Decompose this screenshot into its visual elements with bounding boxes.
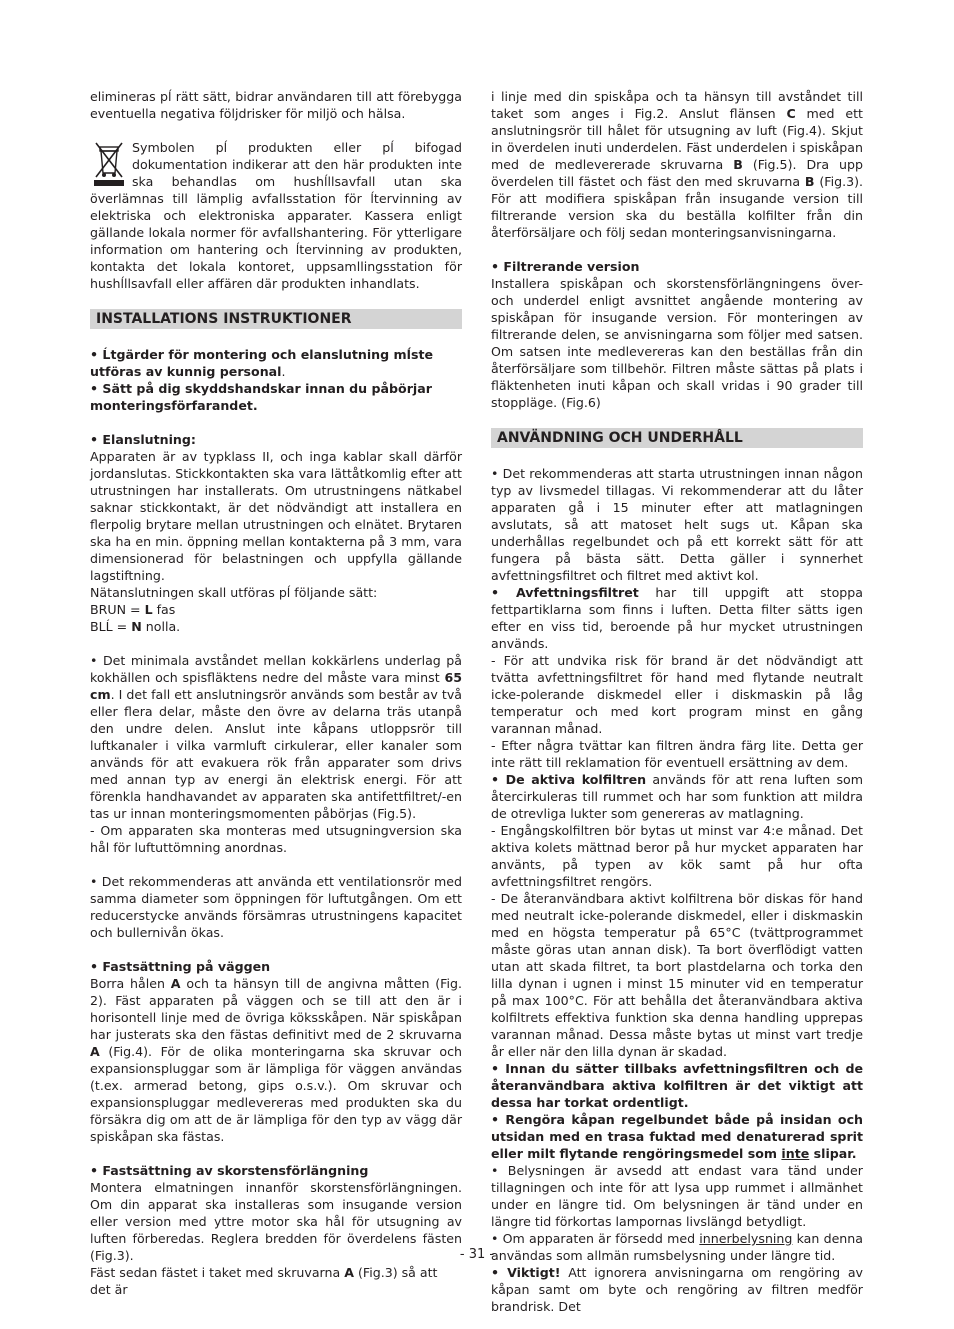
- cont-code-b2: B: [804, 174, 815, 189]
- belysning-paragraph: • Belysningen är avsedd att endast vara tänd under tillagningen och inte för att lysa upp rummet i allmänhet under en längre tid. Om belysningen är tänd under en längre tid förkortas lampornas livslängd betydligt.: [491, 1163, 863, 1229]
- weee-bin-icon: [92, 141, 126, 187]
- bla-code: N: [131, 619, 142, 634]
- brun-line: [90, 601, 462, 618]
- filtrerande-paragraph: Installera spiskåpan och skorstensförlängningens över- och underdel enligt avsnittet angående montering av spiskåpan för insugande version. För monteringen av filtrerande delen, se anvisningarna som följer med satsen. Om satsen inte medlevereras kan den beställas från din återförsäljare som tillbehör. Filtren måste sättas på plats i fläktenheten inuti kåpan och skall vridas i 90 grader till stoppläge. (Fig.6): [491, 276, 863, 410]
- note-atgarder-bold: • Ĺtgärder för montering och elanslutning mĺste utföras av kunnig personal: [90, 347, 434, 379]
- vaggen-text-2: och ta hänsyn till de angivna måtten (Fig. 2). Fäst apparaten på väggen och se till att den är i horisontell linje med de övriga köksskåpen. När spiskåpan har justerats ska den fästas definitivt med de 2 skruvarna: [90, 976, 462, 1042]
- fast-text-2: (Fig.3) så att det är: [90, 1265, 438, 1297]
- fast-text-1: Fäst sedan fästet i taket med skruvarna: [90, 1265, 345, 1280]
- rengor-bold: [491, 1112, 863, 1161]
- section-heading-anvandning: ANVÄNDNING OCH UNDERHÅLL: [491, 428, 863, 448]
- vaggen-code-a1: A: [170, 976, 181, 991]
- ventilation-paragraph: • Det rekommenderas att använda ett ventilationsrör med samma diameter som öppningen för luftutgången. Om ett reducerstycke används försämras utrustningens kapacitet och bullernivån ökas.: [90, 874, 462, 940]
- avstand-text-b: . I det fall ett anslutningsrör används som består av två eller flera delar, måste den övre av delarna träs utanpå den undre delen. Anslut inte kåpans utloppsrör till luftkanaler i vilka varmluft cirkulerar, eller kanaler som används för att evakuera rök från apparater som drivs med annan typ av energi än elektrisk energi. För att förenkla handhavandet av apparaten ska antifettfiltret/-en tas ur innan monteringsmomenten påbörjas (Fig.5).: [90, 687, 462, 821]
- brun-code: L: [144, 602, 153, 617]
- note-atgarder: [90, 346, 462, 380]
- subheading-elanslutning-text: • Elanslutning:: [90, 432, 196, 447]
- continued-paragraph: [491, 88, 863, 241]
- viktigt-paragraph: [491, 1264, 863, 1315]
- avstand-paragraph: [90, 652, 462, 822]
- rengor-text-b: slipar.: [809, 1146, 857, 1161]
- inner-text-b: kan denna användas som allmän rumsbelysning under längre tid.: [491, 1231, 863, 1263]
- engang-paragraph: - Engångskolfiltren bör bytas ut minst var 4:e månad. Det aktiva kolets mättnad beror på hur mycket apparaten har använts, på typen av kök samt på hur ofta avfettningsfiltret rengörs.: [491, 823, 863, 889]
- utsugning-paragraph: - Om apparaten ska monteras med utsugningversion ska hål för luftuttömning anordnas.: [90, 823, 462, 855]
- weee-paragraph: Symbolen pĺ produkten eller pĺ bifogad dokumentation indikerar att den här produkten inte ska behandlas om hushĺllsavfall utan ska överlämnas till lämplig avfallsstation för ĺtervinning av elektriska och elektroniska apparater. Kassera enligt gällande lokala normer för avfallshantering. För ytterligare information om hantering och ĺtervinning av produkten, kontakta det lokala kontoret, uppsamllingsstation för hushĺllsavfall eller affären där produkten inhandlats.: [90, 140, 462, 291]
- vaggen-text-1: Borra hålen: [90, 976, 171, 991]
- kolfilter-paragraph: [491, 771, 863, 822]
- cont-text-d: (Fig.3). För att modifiera spiskåpan från insugande version till filtrerande version ska du beställa kolfilter från din återförsäljare och följ sedan monteringsanvisningarna.: [491, 174, 864, 240]
- kolfilter-text: används för att rena luften som återcirkuleras till rummet och har som funktion att mildra de otrevliga lukter som genereras av matlagning.: [491, 772, 863, 821]
- subheading-skorsten: [90, 1162, 462, 1179]
- inner-text-a: • Om apparaten är försedd med: [491, 1231, 700, 1246]
- note-handskar: [90, 380, 462, 414]
- natanslutning-line: Nätanslutningen skall utföras pĺ följande sätt:: [90, 585, 378, 600]
- bla-label: BLĹ =: [90, 619, 132, 634]
- kolfilter-bold: • De aktiva kolfiltren: [491, 772, 647, 787]
- fast-paragraph: [90, 1264, 462, 1298]
- section-heading-installation: INSTALLATIONS INSTRUKTIONER: [90, 309, 462, 329]
- rengor-underlined: inte: [781, 1146, 810, 1161]
- brun-label: BRUN =: [90, 602, 145, 617]
- starta-paragraph: • Det rekommenderas att starta utrustningen innan någon typ av livsmedel tillagas. Vi rekommenderar att du låter apparaten gå i 15 minuter efter att matlagningen avslutats, så att matoset helt sugs ut. Kåpan ska underhållas regelbundet och på ett korrekt sätt för att fungera på bästa sätt. Detta gäller i synnerhet avfettningsfiltret och filtret med aktivt kol.: [491, 466, 863, 583]
- page-number: - 31 -: [459, 1247, 495, 1262]
- rengor-text-a: • Rengöra kåpan regelbundet både på insidan och utsidan med en trasa fuktad med denaturerad sprit eller milt flytande rengöringsmedel som: [491, 1112, 863, 1161]
- cont-text-c: (Fig.5). Dra upp överdelen till fästet och fäst den med skruvarna: [491, 157, 863, 189]
- subheading-vaggen: [90, 958, 462, 975]
- inner-underlined: innerbelysning: [699, 1231, 793, 1246]
- cont-text-a: i linje med din spiskåpa och ta hänsyn till avståndet till taket som anges i Fig.2. Anslut flänsen: [491, 89, 863, 121]
- farg-paragraph: - Efter några tvättar kan filtren ändra färg lite. Detta ger inte rätt till reklamation för eventuell ersättning av dem.: [491, 738, 863, 770]
- avstand-distance: 65 cm: [90, 670, 462, 702]
- avstand-text-a: • Det minimala avståndet mellan kokkärlens underlag på kokhällen och spisfläktens nedre del måste vara minst: [90, 653, 462, 685]
- intro-paragraph: elimineras pĺ rätt sätt, bidrar användaren till att förebygga eventuella negativa följdrisker för miljö och hälsa.: [90, 89, 462, 121]
- subheading-elanslutning: [90, 431, 462, 448]
- viktigt-text: Att ignorera anvisningarna om rengöring av kåpan samt om byte och rengöring av filtren medför brandrisk. Det: [491, 1265, 863, 1314]
- brand-paragraph: - För att undvika risk för brand är det nödvändigt att tvätta avfettningsfiltret för hand med flytande neutralt icke-polerande diskmedel eller i diskmaskin på låg temperatur och med kort program minst en gång varannan månad.: [491, 653, 863, 736]
- avfettning-text: har till uppgift att stoppa fettpartiklarna som finns i luften. Detta filter sätts igen efter en viss tid, beroende på hur mycket utrustningen används.: [491, 585, 863, 651]
- subheading-skorsten-text: • Fastsättning av skorstensförlängning: [90, 1163, 369, 1178]
- note-atgarder-end: .: [281, 364, 286, 379]
- left-column: [90, 88, 462, 1298]
- avfettning-bold: • Avfettningsfiltret: [491, 585, 639, 600]
- rengor-paragraph: [491, 1111, 863, 1162]
- elanslutning-paragraph: Apparaten är av typklass II, och inga kablar skall därför jordanslutas. Stickkontakten ska vara lättåtkomlig efter att utrustningen har installerats. Om utrustningens nätkabel saknar stickkontakt, är det nödvändigt att installera en flerpolig brytare mellan utrustningen och elnätet. Brytaren ska ha en min. öppning mellan kontakterna på 3 mm, vara dimensionerad för belastningen och uppfylla gällande lagstiftning.: [90, 449, 462, 583]
- avfettning-paragraph: [491, 584, 863, 652]
- subheading-filtrerande-text: • Filtrerande version: [491, 259, 640, 274]
- vaggen-text-3: (Fig.4). För de olika monteringarna ska skruvar och expansionspluggar som är lämpliga för väggen användas (t.ex. armerad betong, gips o.s.v.). Om skruvar och expansionspluggar medlevereras med produkten ska du försäkra dig om att de är lämpliga för den typ av vägg där spiskåpan ska fästas.: [90, 1044, 462, 1144]
- innan-paragraph: [491, 1060, 863, 1111]
- weee-block: [90, 139, 462, 292]
- innan-bold: • Innan du sätter tillbaks avfettningsfiltren och de återanvändbara aktiva kolfiltren är det viktigt att dessa har torkat ordentligt.: [491, 1061, 863, 1110]
- fast-code-a: A: [344, 1265, 354, 1280]
- vaggen-code-a2: A: [90, 1044, 100, 1059]
- viktigt-bold: • Viktigt!: [491, 1265, 561, 1280]
- bla-line: [90, 618, 462, 635]
- skorsten-paragraph: Montera elmatningen innanför skorstensförlängningen. Om din apparat ska installeras som insugande version eller version med yttre motor ska hål för utsugning av luften förberedas. Reglera bredden för överdelens fästen (Fig.3).: [90, 1180, 462, 1263]
- subheading-vaggen-text: • Fastsättning på väggen: [90, 959, 271, 974]
- vaggen-paragraph: [90, 975, 462, 1145]
- cont-code-b1: B: [733, 157, 743, 172]
- ateranv-paragraph: - De återanvändbara aktivt kolfiltrena bör diskas för hand med neutralt icke-polerande diskmedel, eller i diskmaskin med en högsta temperatur på 65°C (tvättprogrammet måste göras utan annan disk). Ta bort överflödigt vatten utan att skada filtret, ta bort plastdelarna och torka den lilla dynan i ugnen i minst 15 minuter vid en temperatur på max 100°C. För att behålla det återanvändbara aktiva kolfiltrets effektiva funktion ska denna handling upprepas varannan månad. Dessa måste bytas ut minst vart tredje år eller när den lilla dynan är skadad.: [491, 891, 863, 1059]
- subheading-filtrerande: [491, 258, 863, 275]
- cont-code-c: C: [786, 106, 796, 121]
- bla-text: nolla.: [141, 619, 181, 634]
- brun-text: fas: [152, 602, 176, 617]
- right-column: [491, 88, 863, 1315]
- note-handskar-bold: • Sätt på dig skyddshandskar innan du påbörjar monteringsförfarandet.: [90, 381, 432, 413]
- cont-text-b: med ett anslutningsrör till hålet för utsugning av luft (Fig.4). Skjut in överdelen inuti underdelen. Fäst underdelen i spiskåpan med de medlevererade skruvarna: [491, 106, 863, 172]
